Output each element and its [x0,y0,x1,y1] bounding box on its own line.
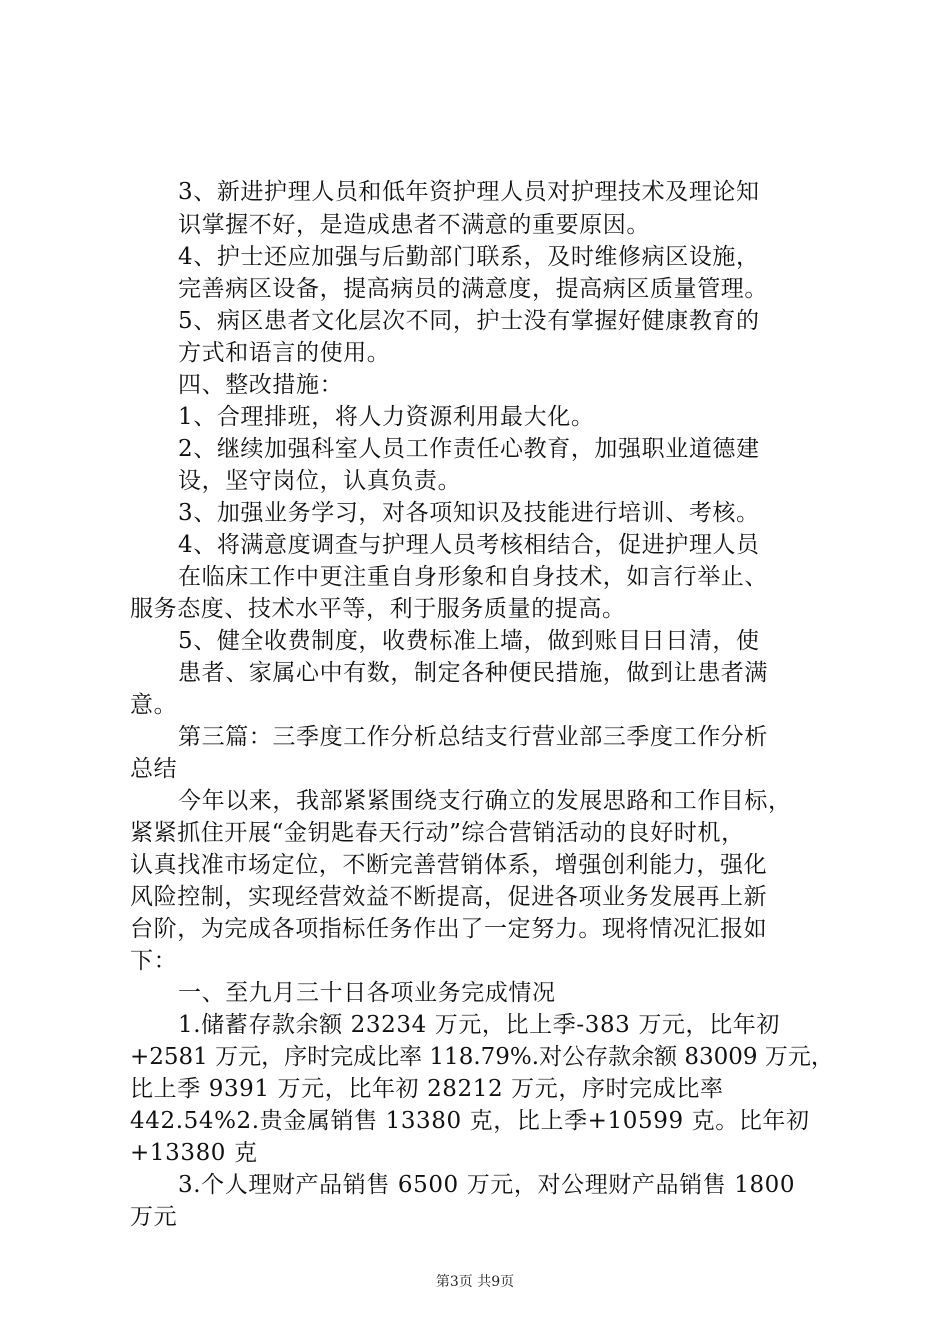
text-line: 患者、家属心中有数，制定各种便民措施，做到让患者满 [178,660,768,686]
text-line: 4、将满意度调查与护理人员考核相结合，促进护理人员 [178,532,760,558]
text-line: +2581 万元，序时完成比率 118.79%.对公存款余额 83009 万元， [130,1044,834,1070]
text-line: 紧紧抓住开展“金钥匙春天行动”综合营销活动的良好时机， [130,820,745,846]
text-line: +13380 克 [130,1140,258,1166]
text-line: 设，坚守岗位，认真负责。 [178,468,462,494]
text-line: 风险控制，实现经营效益不断提高，促进各项业务发展再上新 [130,884,768,910]
text-line: 3.个人理财产品销售 6500 万元，对公理财产品销售 1800 [178,1172,796,1198]
section-heading: 一、至九月三十日各项业务完成情况 [178,980,556,1006]
text-line: 4、护士还应加强与后勤部门联系，及时维修病区设施， [178,244,760,270]
text-line: 万元 [130,1204,178,1230]
text-line: 比上季 9391 万元，比年初 28212 万元，序时完成比率 [130,1076,724,1102]
text-line: 意。 [130,692,178,718]
page-number-footer: 第3页 共9页 [435,1274,515,1290]
text-line: 台阶，为完成各项指标任务作出了一定努力。现将情况汇报如 [130,916,768,942]
text-line: 3、新进护理人员和低年资护理人员对护理技术及理论知 [178,179,760,205]
text-line: 1、合理排班，将人力资源利用最大化。 [178,404,595,430]
text-line: 3、加强业务学习，对各项知识及技能进行培训、考核。 [178,500,760,526]
text-line: 1.储蓄存款余额 23234 万元，比上季-383 万元，比年初 [178,1012,780,1038]
text-line: 2、继续加强科室人员工作责任心教育，加强职业道德建 [178,436,760,462]
section-heading: 四、整改措施： [178,372,344,398]
text-line: 服务态度、技术水平等，利于服务质量的提高。 [130,596,626,622]
text-line: 在临床工作中更注重自身形象和自身技术，如言行举止、 [178,564,768,590]
text-line: 认真找准市场定位，不断完善营销体系，增强创利能力，强化 [130,852,768,878]
text-line: 442.54%2.贵金属销售 13380 克，比上季+10599 克。比年初 [130,1108,810,1134]
section-title: 第三篇：三季度工作分析总结支行营业部三季度工作分析 [178,724,768,750]
text-line: 识掌握不好，是造成患者不满意的重要原因。 [178,212,650,238]
text-line: 完善病区设备，提高病员的满意度，提高病区质量管理。 [178,276,768,302]
text-line: 5、病区患者文化层次不同，护士没有掌握好健康教育的 [178,308,760,334]
text-line: 今年以来，我部紧紧围绕支行确立的发展思路和工作目标， [178,788,792,814]
text-line: 下： [130,948,178,974]
text-line: 5、健全收费制度，收费标准上墙，做到账目日日清，使 [178,628,760,654]
section-title: 总结 [130,756,178,782]
text-line: 方式和语言的使用。 [178,340,391,366]
